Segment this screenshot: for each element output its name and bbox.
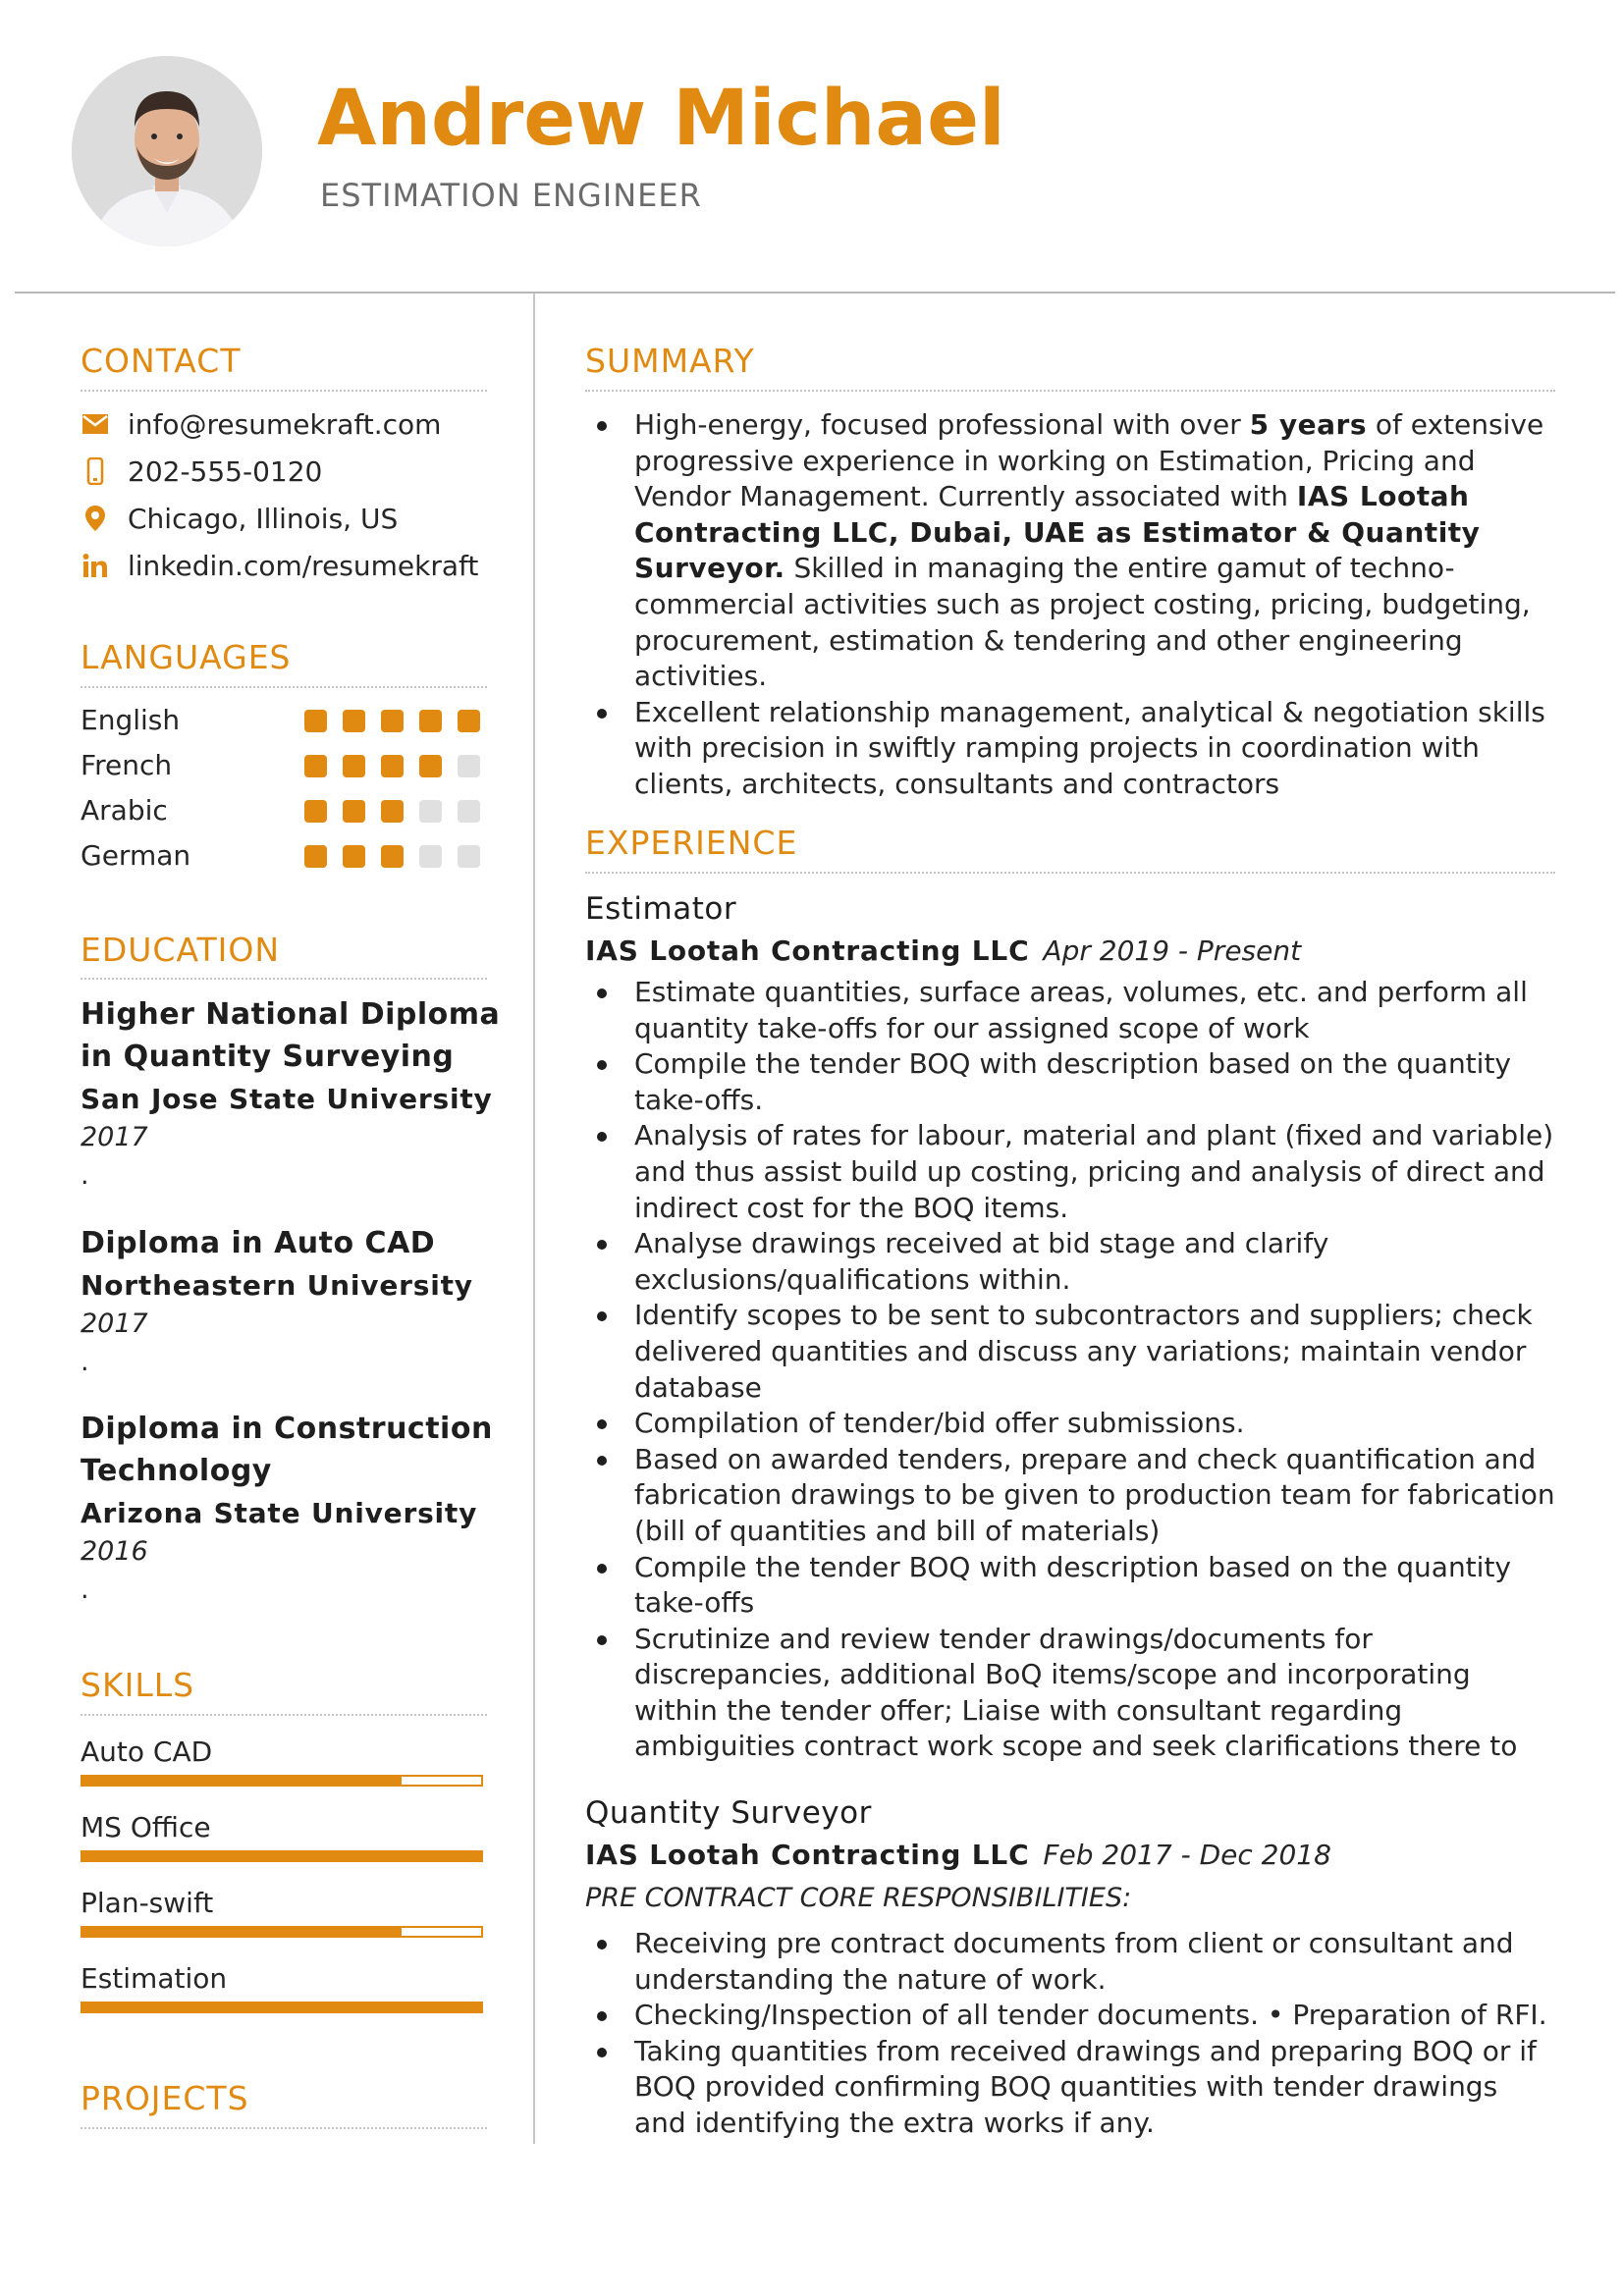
job-role: Estimator (585, 891, 737, 927)
spacer (585, 1918, 1557, 1926)
rating-dot-empty (458, 845, 480, 868)
skill-level-bar (81, 1775, 483, 1787)
education-year: 2017 (81, 1122, 148, 1152)
skill-name: Estimation (81, 1962, 228, 1995)
job-bullet: Checking/Inspection of all tender documents. • Preparation of RFI. (585, 1998, 1557, 2034)
rating-dot-filled (419, 755, 442, 777)
rating-dot-filled (304, 710, 327, 732)
rating-dot-filled (304, 800, 327, 823)
summary-text: Skilled in managing the entire gamut of techno-commercial activities such as project costing, pricing, budgeting, procurement, estimation & tendering and other engineering activities. (634, 552, 1531, 693)
resume-header (0, 0, 1623, 293)
education-item (81, 993, 503, 1196)
job-dates: Feb 2017 - Dec 2018 (1043, 1839, 1331, 1871)
contact-phone[interactable] (81, 454, 322, 489)
profile-photo (72, 56, 262, 246)
rating-dot-empty (419, 800, 442, 823)
language-name: Arabic (81, 794, 168, 827)
column-divider (533, 294, 535, 2144)
skill-level-bar (81, 1926, 483, 1938)
job-meta (585, 932, 1557, 975)
job-dates: Apr 2019 - Present (1043, 934, 1302, 967)
skill-level-bar (81, 1850, 483, 1862)
skill-item (81, 1885, 487, 1938)
job-role: Quantity Surveyor (585, 1795, 872, 1831)
job-entry (585, 1792, 1557, 2142)
language-name: German (81, 839, 191, 872)
skill-level-fill (82, 1928, 402, 1936)
rating-dot-filled (381, 755, 404, 777)
languages-heading: LANGUAGES (81, 638, 292, 676)
language-item (81, 749, 493, 784)
job-bullet: Analysis of rates for labour, material and plant (fixed and variable) and thus assist build up costing, pricing and analysis of direct and indirect cost for the BOQ items. (585, 1118, 1557, 1226)
summary-highlight: 5 years (1249, 408, 1367, 441)
job-bullets (585, 975, 1557, 1765)
contact-location (81, 501, 398, 536)
contact-email-text: info@resumekraft.com (128, 407, 442, 441)
education-note: . (81, 1347, 89, 1377)
rating-dot-filled (343, 845, 365, 868)
education-note: . (81, 1160, 89, 1191)
skills-heading: SKILLS (81, 1666, 195, 1704)
section-divider (585, 390, 1555, 392)
language-item (81, 839, 493, 875)
phone-icon (81, 456, 110, 486)
education-year: 2016 (81, 1536, 148, 1567)
language-rating (304, 755, 496, 777)
contact-linkedin[interactable] (81, 548, 478, 583)
job-bullet: Estimate quantities, surface areas, volumes, etc. and perform all quantity take-offs for our assigned scope of work (585, 975, 1557, 1046)
candidate-name: Andrew Michael (317, 75, 1005, 163)
rating-dot-filled (458, 710, 480, 732)
summary-highlight: IAS Lootah Contracting LLC, Dubai, UAE as Estimator & Quantity Surveyor. (634, 480, 1481, 585)
job-bullet: Compile the tender BOQ with description based on the quantity take-offs (585, 1550, 1557, 1622)
summary-list (585, 407, 1557, 803)
section-divider (81, 686, 487, 688)
job-bullet: Scrutinize and review tender drawings/documents for discrepancies, additional BoQ items/scope and incorporating within the tender offer; Liaise with consultant regarding ambiguities contract work scope and seek clarifications there to (585, 1622, 1557, 1765)
rating-dot-filled (419, 710, 442, 732)
job-bullet: Compilation of tender/bid offer submissions. (585, 1406, 1557, 1442)
skill-level-fill (82, 1777, 402, 1785)
skill-item (81, 1960, 487, 2013)
summary-text: High-energy, focused professional with over (634, 408, 1250, 441)
summary-text: of extensive progressive experience in working on Estimation, Pricing and Vendor Management. Currently associated with (634, 408, 1544, 513)
experience-heading: EXPERIENCE (585, 824, 798, 862)
summary-point (585, 407, 1557, 695)
email-icon (81, 409, 110, 439)
location-icon (81, 504, 110, 533)
job-bullet: Analyse drawings received at bid stage and clarify exclusions/qualifications within. (585, 1226, 1557, 1298)
education-degree: Higher National Diploma in Quantity Surveying (81, 997, 501, 1074)
skill-name: MS Office (81, 1811, 211, 1843)
job-entry (585, 888, 1557, 1765)
job-company: IAS Lootah Contracting LLC (585, 934, 1030, 967)
contact-location-text: Chicago, Illinois, US (128, 502, 399, 535)
language-name: English (81, 704, 181, 736)
rating-dot-filled (343, 755, 365, 777)
education-degree: Diploma in Auto CAD (81, 1226, 436, 1260)
job-bullet: Identify scopes to be sent to subcontractors and suppliers; check delivered quantities and discuss any variations; maintain vendor database (585, 1298, 1557, 1406)
rating-dot-filled (381, 710, 404, 732)
language-rating (304, 710, 496, 732)
linkedin-icon (81, 551, 110, 580)
education-degree: Diploma in Construction Technology (81, 1412, 493, 1488)
rating-dot-empty (419, 845, 442, 868)
rating-dot-filled (343, 710, 365, 732)
language-name: French (81, 749, 173, 781)
section-divider (81, 390, 487, 392)
job-bullet: Based on awarded tenders, prepare and check quantification and fabrication drawings to be given to production team for fabrication (bill of quantities and bill of materials) (585, 1442, 1557, 1550)
language-item (81, 704, 493, 739)
job-bullet: Receiving pre contract documents from client or consultant and understanding the nature of work. (585, 1926, 1557, 1998)
skill-level-bar (81, 2002, 483, 2013)
education-school: Arizona State University (81, 1497, 478, 1529)
rating-dot-empty (458, 800, 480, 823)
education-note: . (81, 1575, 89, 1605)
education-school: Northeastern University (81, 1269, 473, 1302)
education-item (81, 1408, 503, 1610)
contact-phone-text: 202-555-0120 (128, 454, 323, 488)
skill-name: Auto CAD (81, 1735, 213, 1768)
rating-dot-filled (381, 800, 404, 823)
education-school: San Jose State University (81, 1083, 493, 1115)
section-divider (81, 978, 487, 980)
education-year: 2017 (81, 1308, 148, 1339)
job-company: IAS Lootah Contracting LLC (585, 1839, 1030, 1871)
contact-email[interactable] (81, 406, 441, 442)
section-divider (81, 1714, 487, 1716)
skill-item (81, 1809, 487, 1862)
contact-heading: CONTACT (81, 342, 242, 380)
job-subheading: PRE CONTRACT CORE RESPONSIBILITIES: (585, 1883, 1132, 1913)
candidate-title: ESTIMATION ENGINEER (320, 177, 702, 214)
summary-point: Excellent relationship management, analytical & negotiation skills with precision in swiftly ramping projects in coordination with clients, architects, consultants and contractors (585, 695, 1557, 803)
person-avatar-icon (72, 56, 262, 246)
skill-item (81, 1734, 487, 1787)
job-bullets (585, 1926, 1557, 2142)
skill-level-fill (82, 1852, 481, 1860)
summary-section (585, 407, 1557, 803)
contact-linkedin-text: linkedin.com/resumekraft (128, 549, 479, 582)
header-divider (15, 292, 1615, 294)
rating-dot-filled (304, 845, 327, 868)
summary-heading: SUMMARY (585, 342, 755, 380)
section-divider (585, 872, 1555, 874)
language-item (81, 794, 493, 829)
language-rating (304, 845, 496, 868)
skill-name: Plan-swift (81, 1887, 214, 1919)
language-rating (304, 800, 496, 823)
rating-dot-filled (343, 800, 365, 823)
education-heading: EDUCATION (81, 931, 281, 969)
rating-dot-filled (304, 755, 327, 777)
projects-heading: PROJECTS (81, 2079, 249, 2117)
skill-level-fill (82, 2003, 481, 2011)
section-divider (81, 2127, 487, 2129)
job-bullet: Compile the tender BOQ with description based on the quantity take-offs. (585, 1046, 1557, 1118)
rating-dot-filled (381, 845, 404, 868)
job-bullet: Taking quantities from received drawings and preparing BOQ or if BOQ provided confirming BOQ quantities with tender drawings and identifying the extra works if any. (585, 2034, 1557, 2142)
education-item (81, 1222, 503, 1382)
rating-dot-empty (458, 755, 480, 777)
job-meta (585, 1836, 1557, 1879)
